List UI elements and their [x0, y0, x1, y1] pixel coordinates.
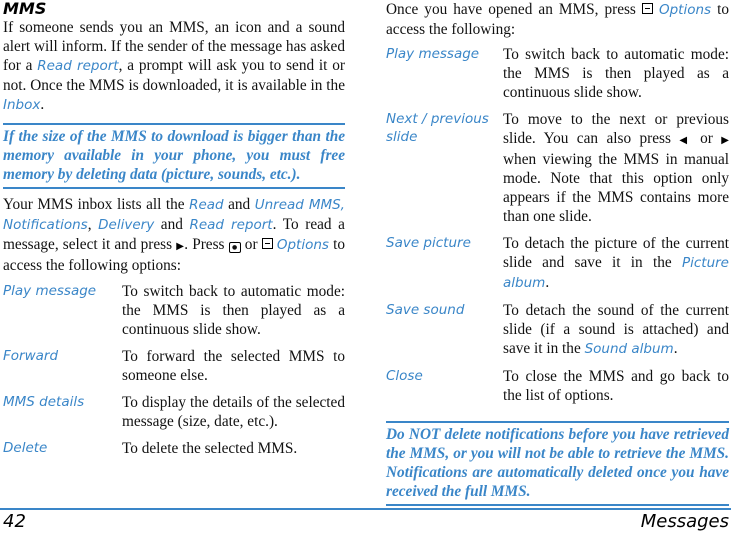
notifications-note-text: Do NOT delete notifications before you have retrieved the MMS, or you will not be able to retrieve the MMS. Notifications are automatically deleted once you have received the full MMS.	[386, 426, 729, 500]
section-name: Messages	[640, 511, 729, 532]
option-row	[3, 282, 345, 339]
option-desc: To switch back to automatic mode: the MMS is then played as a continuous slide show.	[503, 46, 729, 101]
text: .	[40, 96, 45, 113]
delivery-term: Delivery	[98, 217, 155, 233]
inbox-options-list	[3, 282, 345, 458]
option-desc: To close the MMS and go back to the list of options.	[503, 368, 729, 404]
ok-key-icon: ●	[229, 242, 241, 253]
read-report-term: Read report	[37, 58, 119, 74]
right-arrow-key-icon: ▶	[721, 135, 729, 146]
read-term: Read	[189, 197, 224, 213]
soft-key-icon	[642, 3, 653, 14]
sound-album-term: Sound album	[584, 341, 674, 357]
options-term: Options	[658, 2, 712, 18]
option-row	[386, 45, 729, 102]
text: and	[223, 196, 255, 213]
text: . To read a message, select it and press	[3, 216, 345, 253]
memory-note	[3, 123, 345, 189]
text: to access the following options:	[3, 236, 345, 274]
opened-options-list	[386, 45, 729, 405]
page-footer	[0, 508, 731, 536]
intro-paragraph	[3, 18, 345, 115]
option-key: Forward	[3, 348, 59, 364]
read-report-term: Read report	[189, 217, 273, 233]
notifications-note	[386, 421, 729, 506]
option-row	[3, 439, 345, 458]
option-row	[3, 393, 345, 431]
inbox-paragraph	[3, 195, 345, 275]
option-key: MMS details	[3, 394, 85, 410]
option-key: Play message	[3, 283, 97, 299]
picture-album-term: Picture album	[503, 255, 729, 291]
text: and	[154, 216, 190, 233]
inbox-term: Inbox	[3, 97, 41, 113]
option-desc	[503, 110, 729, 226]
text: ,	[87, 216, 99, 233]
text: .	[545, 274, 550, 291]
text: , a prompt will ask you to send it or not. Once the MMS is downloaded, it is available in the	[3, 57, 345, 94]
option-key: Play message	[386, 46, 480, 62]
text: To detach the sound of the current slide (if a sound is attached) and save it in the	[503, 302, 729, 357]
section-title: MMS	[3, 0, 47, 18]
option-desc: To delete the selected MMS.	[122, 440, 298, 457]
option-key: Save picture	[386, 235, 471, 251]
left-arrow-key-icon: ◀	[679, 135, 692, 146]
text: .	[673, 340, 678, 357]
text: . Press	[184, 236, 229, 253]
option-row	[386, 367, 729, 405]
text: Once you have opened an MMS, press	[386, 1, 642, 18]
text: to access the following:	[386, 1, 729, 38]
option-row	[386, 234, 729, 293]
option-row	[386, 110, 729, 226]
options-term: Options	[276, 237, 329, 253]
text: If someone sends you an MMS, an icon and a sound alert will inform. If the sender of the message has asked for a	[3, 19, 345, 74]
option-desc: To forward the selected MMS to someone else.	[122, 348, 345, 384]
opened-mms-paragraph	[386, 0, 729, 39]
option-key: Delete	[3, 440, 48, 456]
memory-note-text: If the size of the MMS to download is bigger than the memory available in your phone, you must free memory by deleting data (picture, sounds, etc.).	[3, 128, 345, 183]
option-row	[386, 301, 729, 359]
option-desc	[503, 301, 729, 359]
text: To detach the picture of the current slide and save it in the	[503, 235, 729, 271]
option-desc: To display the details of the selected message (size, date, etc.).	[122, 394, 345, 430]
unread-notifications-term: Unread MMS, Notifications	[3, 197, 345, 233]
option-desc: To switch back to automatic mode: the MMS is then played as a continuous slide show.	[122, 283, 345, 338]
text: when viewing the MMS in manual mode. Note that this option only appears if the MMS contains more than one slide.	[503, 151, 729, 225]
right-arrow-key-icon: ▶	[176, 241, 185, 252]
text: To move to the next or previous slide. You can also press	[503, 111, 729, 147]
option-key: Close	[386, 368, 423, 384]
text: Your MMS inbox lists all the	[3, 196, 190, 213]
text: or	[691, 130, 722, 147]
option-row	[3, 347, 345, 385]
soft-key-icon	[262, 238, 273, 249]
right-column	[386, 0, 729, 506]
option-key: Save sound	[386, 302, 465, 318]
text: or	[240, 236, 262, 253]
option-desc	[503, 234, 729, 293]
option-key: Next / previous slide	[386, 111, 489, 145]
page-number: 42	[3, 511, 26, 532]
left-column	[3, 0, 345, 458]
